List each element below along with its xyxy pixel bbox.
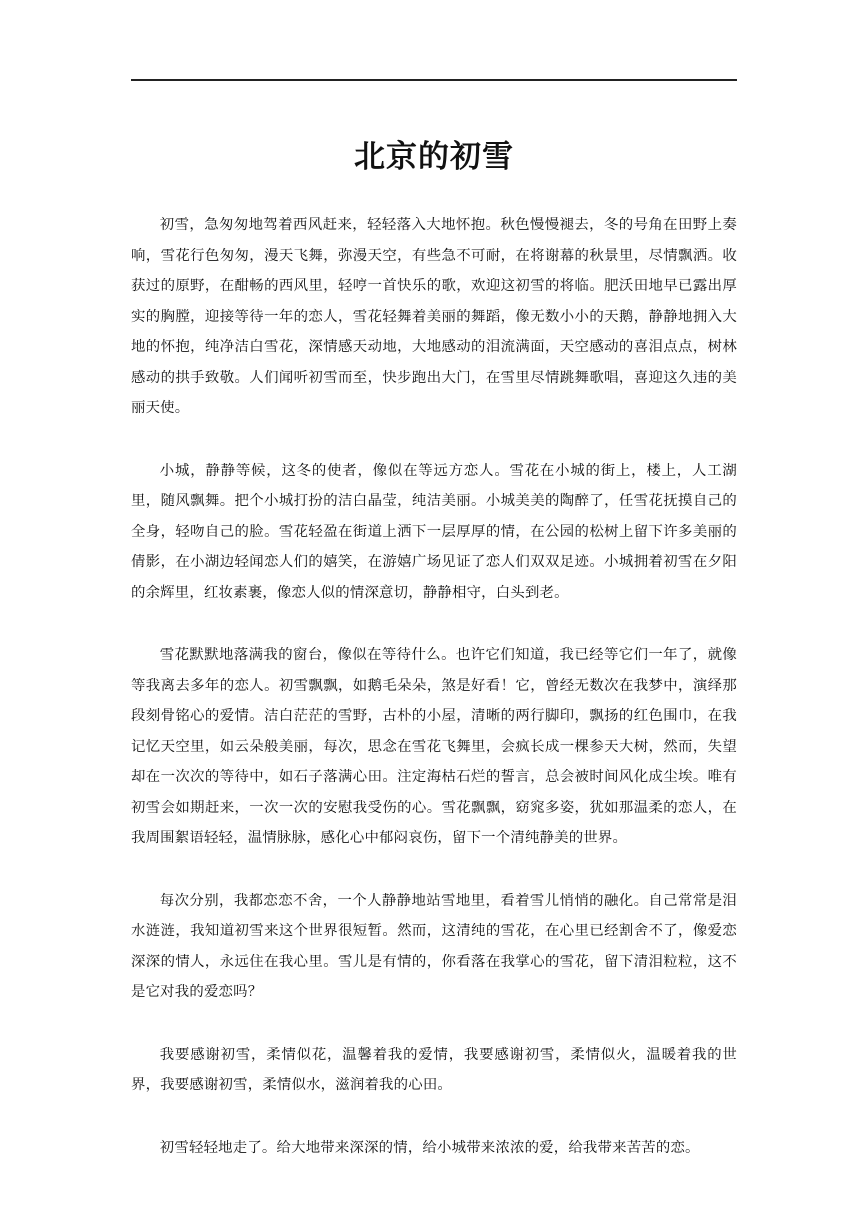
paragraph-3: 雪花默默地落满我的窗台，像似在等待什么。也许它们知道，我已经等它们一年了，就像等我离去多年的恋人。初雪飘飘，如鹅毛朵朵，煞是好看！它，曾经无数次在我梦中，演绎那段刻骨铭心的爱情。洁白茫茫的雪野，古朴的小屋，清晰的两行脚印，飘扬的红色围巾，在我记忆天空里，如云朵般美丽，每次，思念在雪花飞舞里，会疯长成一棵参天大树，然而，失望却在一次次的等待中，如石子落满心田。注定海枯石烂的誓言，总会被时间风化成尘埃。唯有初雪会如期赶来，一次一次的安慰我受伤的心。雪花飘飘，窈窕多姿，犹如那温柔的恋人，在我周围絮语轻轻，温情脉脉，感化心中郁闷哀伤，留下一个清纯静美的世界。 — [131, 647, 737, 846]
paragraph-5: 我要感谢初雪，柔情似花，温馨着我的爱情，我要感谢初雪，柔情似火，温暖着我的世界，我要感谢初雪，柔情似水，滋润着我的心田。 — [131, 1046, 737, 1093]
paragraph-4: 每次分别，我都恋恋不舍，一个人静静地站雪地里，看着雪儿悄悄的融化。自己常常是泪水涟涟，我知道初雪来这个世界很短暂。然而，这清纯的雪花，在心里已经割舍不了，像爱恋深深的情人，永远住在我心里。雪儿是有情的，你看落在我掌心的雪花，留下清泪粒粒，这不是它对我的爱恋吗？ — [131, 892, 737, 1000]
document-body — [131, 210, 737, 1195]
paragraph-6: 初雪轻轻地走了。给大地带来深深的情，给小城带来浓浓的爱，给我带来苦苦的恋。 — [159, 1139, 700, 1156]
header-rule — [131, 79, 737, 81]
document-title: 北京的初雪 — [354, 139, 514, 175]
paragraph-2: 小城，静静等候，这冬的使者，像似在等远方恋人。雪花在小城的街上，楼上，人工湖里，随风飘舞。把个小城打扮的洁白晶莹，纯洁美丽。小城美美的陶醉了，任雪花抚摸自己的全身，轻吻自己的脸。雪花轻盈在街道上洒下一层厚厚的情，在公园的松树上留下许多美丽的倩影，在小湖边轻闻恋人们的嬉笑，在游嬉广场见证了恋人们双双足迹。小城拥着初雪在夕阳的余辉里，红妆素裹，像恋人似的情深意切，静静相守，白头到老。 — [131, 462, 737, 601]
paragraph-1: 初雪，急匆匆地驾着西风赶来，轻轻落入大地怀抱。秋色慢慢褪去，冬的号角在田野上奏响，雪花行色匆匆，漫天飞舞，弥漫天空，有些急不可耐，在将谢幕的秋景里，尽情飘洒。收获过的原野，在酣畅的西风里，轻哼一首快乐的歌，欢迎这初雪的将临。肥沃田地早已露出厚实的胸膛，迎接等待一年的恋人，雪花轻舞着美丽的舞蹈，像无数小小的天鹅，静静地拥入大地的怀抱，纯净洁白雪花，深情感天动地，大地感动的泪流满面，天空感动的喜泪点点，树林感动的拱手致敬。人们闻听初雪而至，快步跑出大门，在雪里尽情跳舞歌唱，喜迎这久违的美丽天使。 — [131, 217, 737, 416]
